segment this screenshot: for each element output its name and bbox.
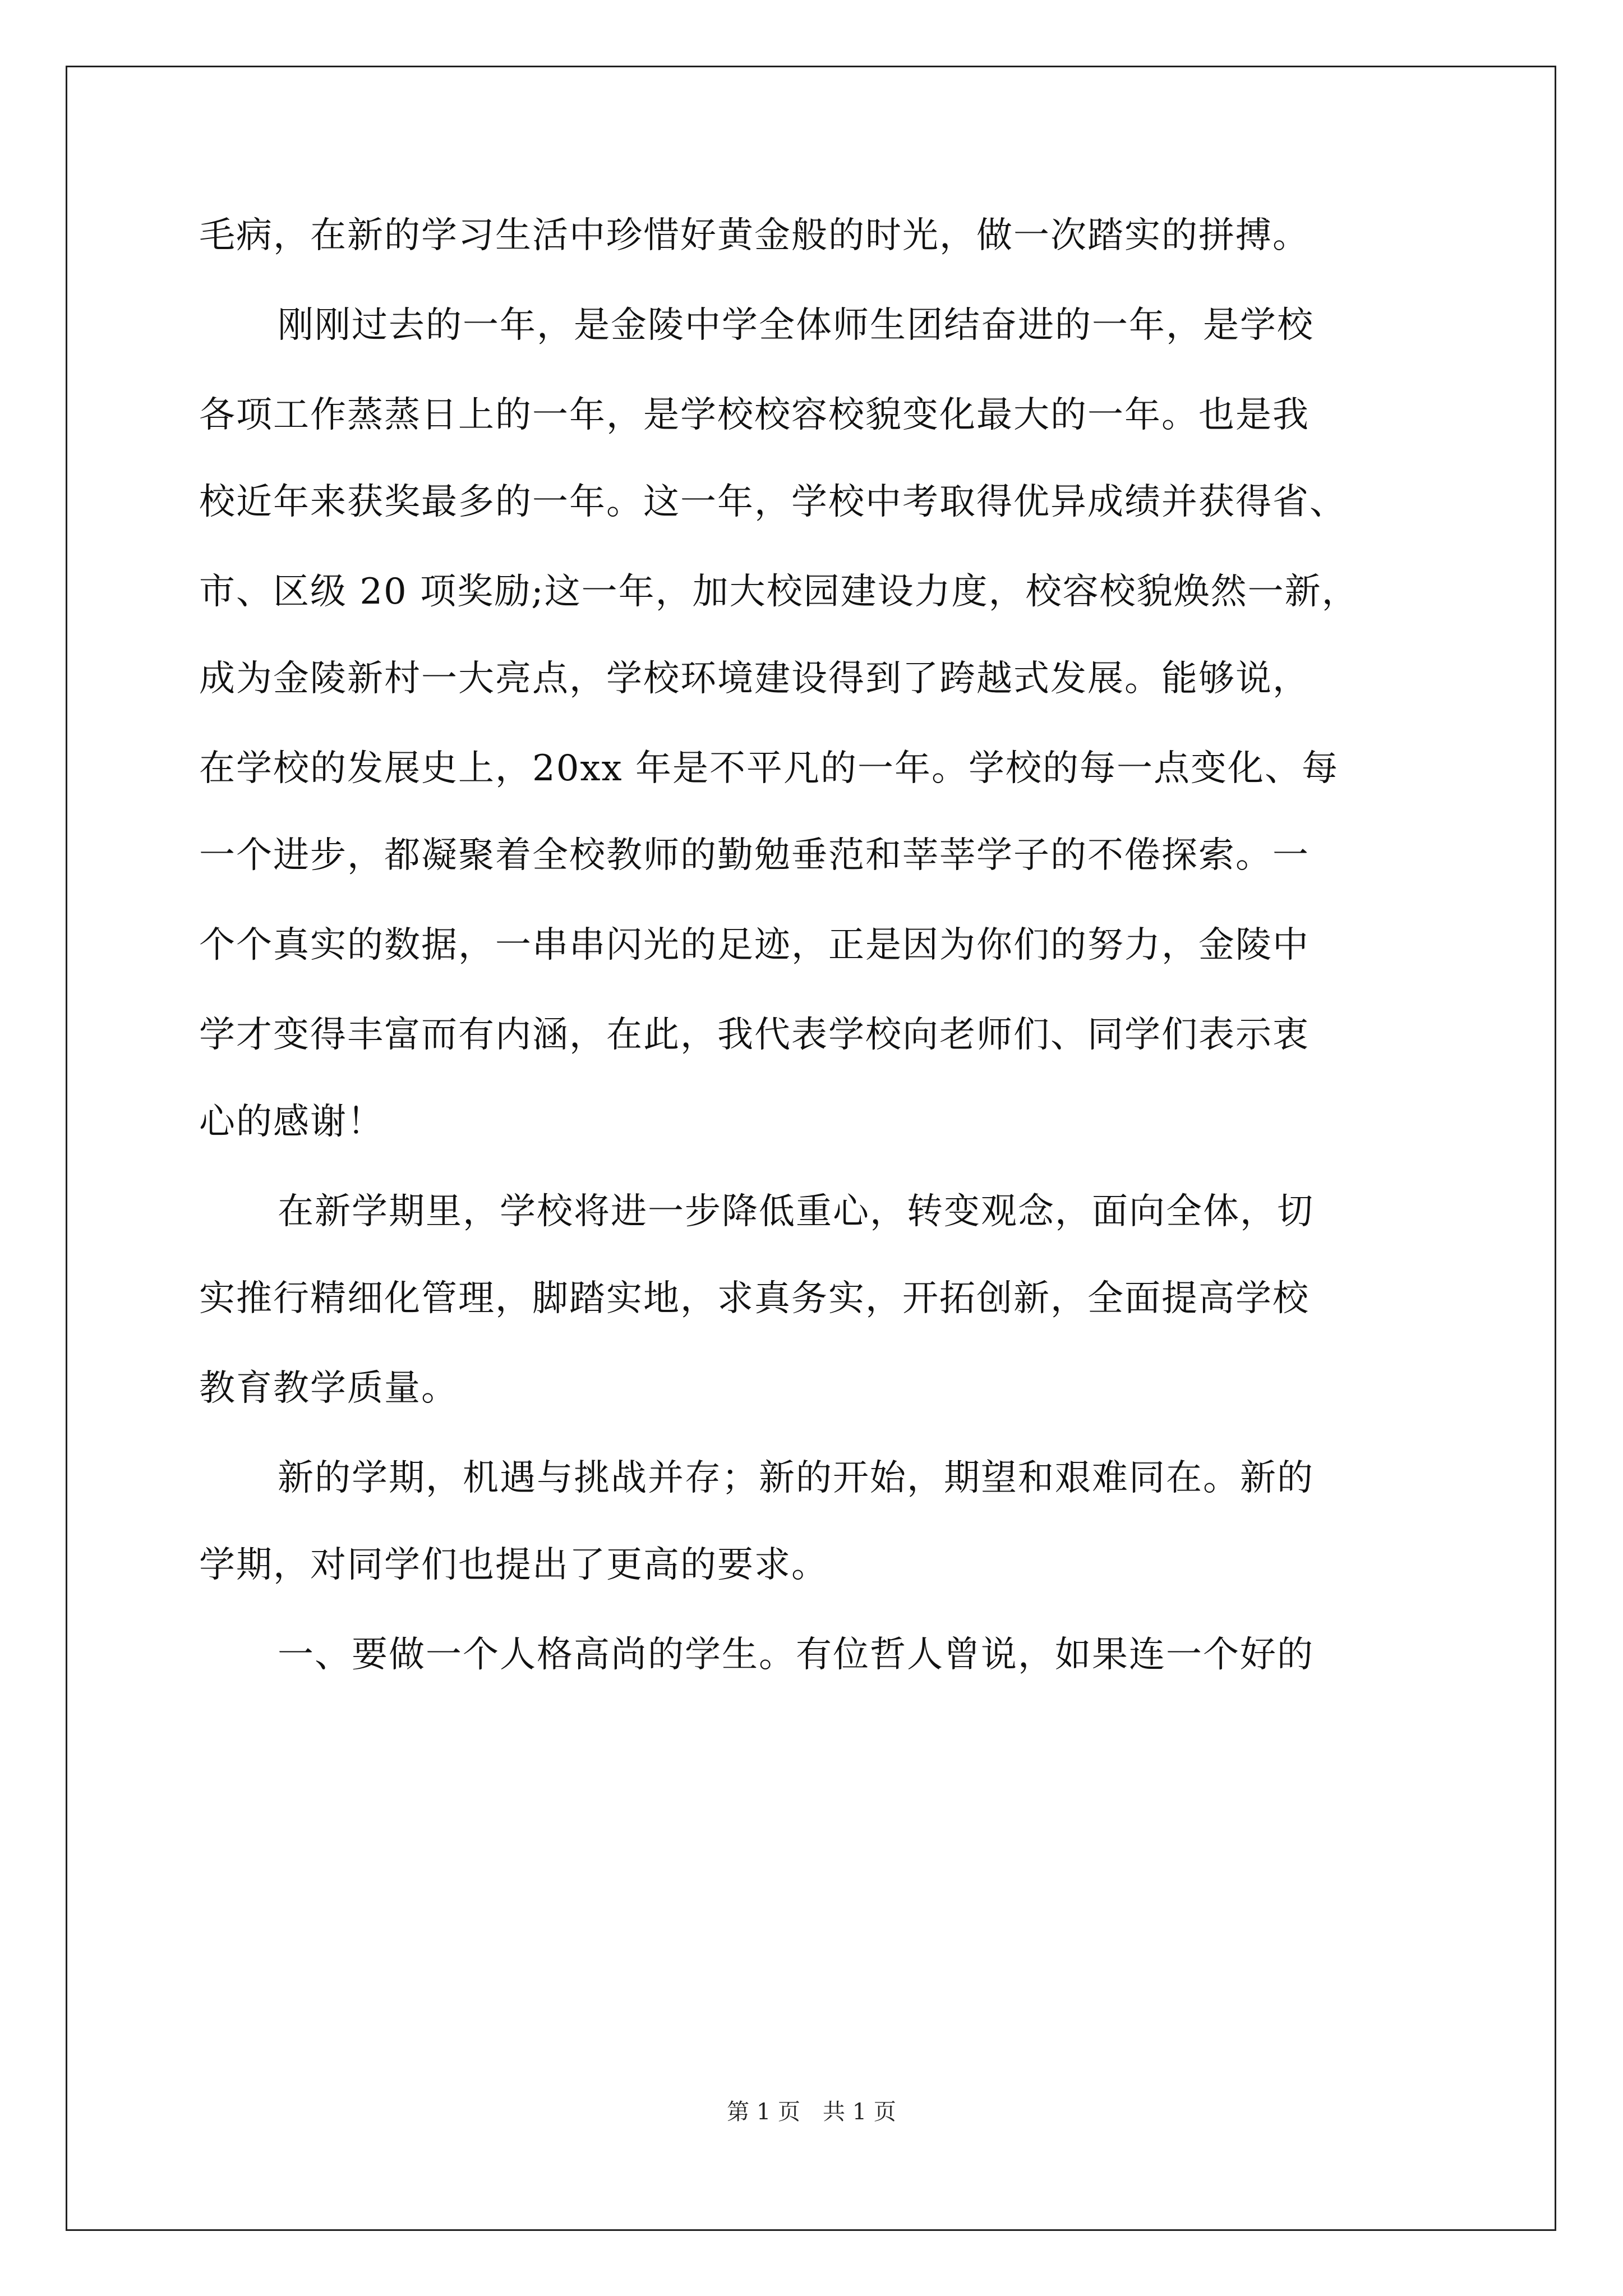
text-line: 新的学期，机遇与挑战并存；新的开始，期望和艰难同在。新的 (278, 1457, 1314, 1499)
text-line: 刚刚过去的一年，是金陵中学全体师生团结奋进的一年，是学校 (278, 305, 1314, 346)
text-line: 毛病，在新的学习生活中珍惜好黄金般的时光，做一次踏实的拼搏。 (199, 215, 1310, 256)
text-line: 学期，对同学们也提出了更高的要求。 (199, 1544, 828, 1586)
text-line: 实推行精细化管理，脚踏实地，求真务实，开拓创新，全面提高学校 (199, 1278, 1310, 1319)
text-line: 在学校的发展史上，20xx 年是不平凡的一年。学校的每一点变化、每 (199, 748, 1339, 789)
page-border (66, 66, 1556, 2231)
text-line: 教育教学质量。 (199, 1368, 458, 1409)
text-line: 一、要做一个人格高尚的学生。有位哲人曾说，如果连一个好的 (278, 1634, 1314, 1676)
page-number-footer: 第 1 页 共 1 页 (727, 2099, 896, 2125)
text-line: 学才变得丰富而有内涵，在此，我代表学校向老师们、同学们表示衷 (199, 1014, 1310, 1056)
text-line: 一个进步，都凝聚着全校教师的勤勉垂范和莘莘学子的不倦探索。一 (199, 835, 1310, 876)
text-line: 各项工作蒸蒸日上的一年，是学校校容校貌变化最大的一年。也是我 (199, 394, 1310, 436)
text-line: 成为金陵新村一大亮点，学校环境建设得到了跨越式发展。能够说， (199, 658, 1310, 700)
text-line: 心的感谢！ (199, 1101, 384, 1143)
text-line: 市、区级 20 项奖励;这一年，加大校园建设力度，校容校貌焕然一新， (199, 571, 1359, 613)
text-line: 校近年来获奖最多的一年。这一年，学校中考取得优异成绩并获得省、 (199, 481, 1347, 523)
text-line: 个个真实的数据，一串串闪光的足迹，正是因为你们的努力，金陵中 (199, 924, 1310, 966)
text-line: 在新学期里，学校将进一步降低重心，转变观念，面向全体，切 (278, 1191, 1314, 1232)
